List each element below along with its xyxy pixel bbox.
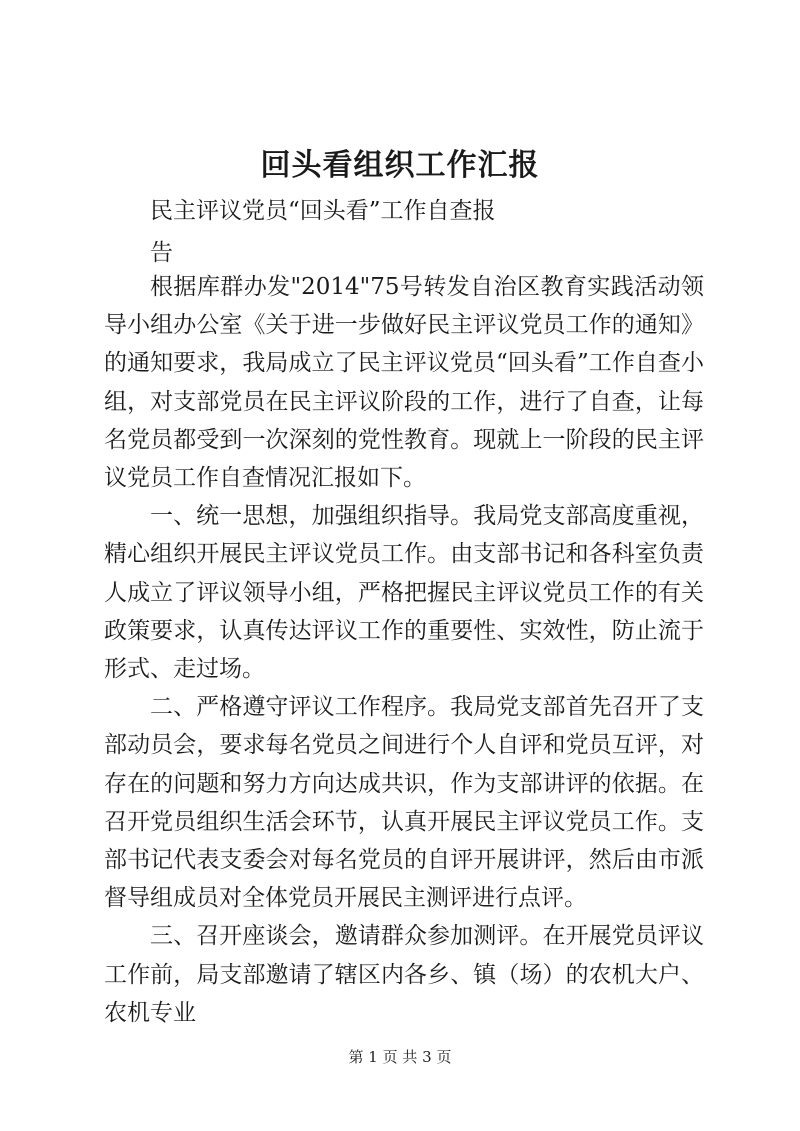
paragraph-intro: 根据库群办发"2014"75号转发自治区教育实践活动领导小组办公室《关于进一步做好民主评议党员工作的通知》的通知要求，我局成立了民主评议党员“回头看”工作自查小组，对支部党员在民主评议阶段的工作，进行了自查，让每名党员都受到一次深刻的党性教育。现就上一阶段的民主评议党员工作自查情况汇报如下。 xyxy=(104,274,704,492)
paragraph-section-1: 一、统一思想，加强组织指导。我局党支部高度重视，精心组织开展民主评议党员工作。由支部书记和各科室负责人成立了评议领导小组，严格把握民主评议党员工作的有关政策要求，认真传达评议工作的重要性、实效性，防止流于形式、走过场。 xyxy=(104,503,704,683)
paragraph-section-3: 三、召开座谈会，邀请群众参加测评。在开展党员评议工作前，局支部邀请了辖区内各乡、镇（场）的农机大户、农机专业 xyxy=(104,923,704,1026)
subtitle-line-2: 告 xyxy=(150,240,173,266)
page-footer: 第 1 页 共 3 页 xyxy=(348,1048,452,1066)
document-body xyxy=(104,268,704,1032)
subtitle-line-1: 民主评议党员“回头看”工作自查报 xyxy=(150,198,496,224)
document-title: 回头看组织工作汇报 xyxy=(260,148,540,183)
paragraph-section-2: 二、严格遵守评议工作程序。我局党支部首先召开了支部动员会，要求每名党员之间进行个人自评和党员互评，对存在的问题和努力方向达成共识，作为支部讲评的依据。在召开党员组织生活会环节，认真开展民主评议党员工作。支部书记代表支委会对每名党员的自评开展讲评，然后由市派督导组成员对全体党员开展民主测评进行点评。 xyxy=(104,694,704,912)
